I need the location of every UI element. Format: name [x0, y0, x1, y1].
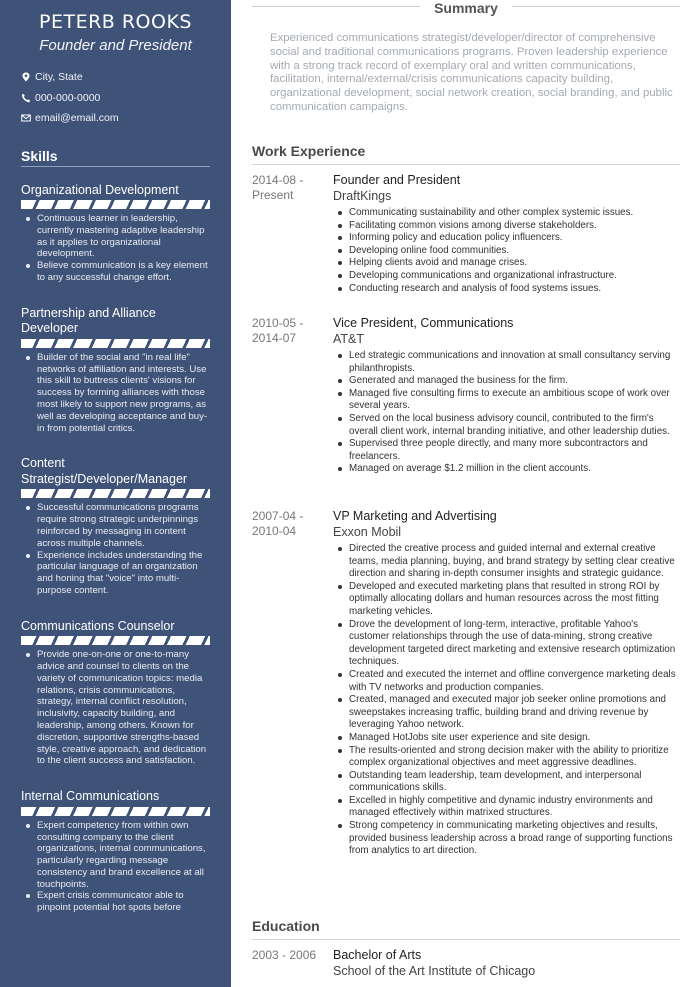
skill-name: Communications Counselor — [21, 618, 175, 633]
job-role: VP Marketing and Advertising — [333, 509, 497, 523]
contact-phone — [21, 88, 231, 109]
phone-text: 000-000-0000 — [35, 91, 101, 104]
job-bullet: Managed HotJobs site user experience and site design. — [349, 732, 680, 745]
skill-name: Organizational Development — [21, 182, 179, 197]
job-bullet: Excelled in highly competitive and dynamic industry environments and managed effectively within matrixed structures. — [349, 795, 680, 820]
skill-block — [21, 183, 210, 284]
job-date: 2014-08 - Present — [252, 173, 304, 202]
skill-bullet: Believe communication is a key element to any successful change effort. — [37, 260, 210, 284]
skill-block — [21, 456, 210, 596]
job-bullet: Developing online food communities. — [349, 245, 680, 258]
job-bullet: Facilitating common visions among diverse stakeholders. — [349, 220, 680, 233]
job-bullet: Created and executed the internet and offline convergence marketing deals with TV networks and production companies. — [349, 669, 680, 694]
location-text: City, State — [35, 71, 83, 84]
job-bullet: Served on the local business advisory council, contributed to the firm's overall client work, internal branding initiative, and other leadership duties. — [349, 413, 680, 438]
skill-bullets — [21, 502, 210, 596]
skill-level-bar — [21, 489, 210, 498]
job-bullet: Led strategic communications and innovation at small consultancy serving philanthropists. — [349, 350, 680, 375]
contact-info — [0, 67, 231, 129]
job-bullets — [333, 207, 680, 295]
job-role: Founder and President — [333, 173, 461, 187]
skill-bullet: Experience includes understanding the particular language of an organization and honing that "voice" into multi-purpose content. — [37, 550, 210, 597]
job-company: DraftKings — [333, 189, 392, 203]
job-bullet: Generated and managed the business for the firm. — [349, 375, 680, 388]
skill-name: Partnership and Alliance Developer — [21, 305, 156, 336]
skill-level-bar — [21, 636, 210, 645]
skill-level-bar — [21, 807, 210, 816]
job-details — [333, 173, 680, 295]
work-experience-heading: Work Experience — [252, 143, 680, 165]
job-bullet: Conducting research and analysis of food systems issues. — [349, 283, 680, 296]
education-degree: Bachelor of Arts — [333, 948, 422, 962]
job-bullet: Managed on average $1.2 million in the client accounts. — [349, 463, 680, 476]
skills-heading-label: Skills — [21, 147, 58, 164]
skill-bullets — [21, 649, 210, 767]
job-bullet: Developed and executed marketing plans that resulted in strong ROI by optimally allocating dollars and human resources across the most fitting marketing vehicles. — [349, 581, 680, 619]
job-bullets — [333, 350, 680, 476]
skill-bullet: Provide one-on-one or one-to-many advice and counsel to clients on the variety of communication topics: media relations, crisis communications, strategy, internal conflict resolution, inclusivity, capacity building, and leadership, among others. Known for discretion, supportive strengths-based style, creative approach, and dedication to the client success and satisfaction. — [37, 649, 210, 767]
skill-bullets — [21, 213, 210, 284]
job-company: AT&T — [333, 332, 365, 346]
job-role: Vice President, Communications — [333, 316, 514, 330]
summary-heading — [252, 0, 680, 16]
job-bullet: Supervised three people directly, and many more subcontractors and freelancers. — [349, 438, 680, 463]
candidate-title: Founder and President — [39, 37, 192, 54]
contact-email — [21, 108, 231, 129]
skill-bullet: Builder of the social and "in real life" networks of affiliation and interests. Use this skill to buttress clients' visions for success by forming alliances with those most likely to support new programs, as well as developing acceptance and buy-in from potential critics. — [37, 352, 210, 435]
skill-name: Content Strategist/Developer/Manager — [21, 456, 188, 486]
email-text: email@email.com — [35, 112, 119, 125]
phone-icon — [21, 93, 31, 103]
job-details — [333, 509, 680, 858]
education-date: 2003 - 2006 — [252, 948, 317, 962]
skill-block — [21, 306, 210, 435]
education-details — [333, 948, 680, 979]
job-bullet: Directed the creative process and guided internal and external creative teams, media planning, buying, and brand strategy by setting clear creative direction and sharing in-depth consumer insights and strategic guidance. — [349, 543, 680, 581]
skill-bullets — [21, 352, 210, 435]
job-bullet: Informing policy and education policy influencers. — [349, 232, 680, 245]
job-company: Exxon Mobil — [333, 525, 402, 539]
skill-level-bar — [21, 200, 210, 209]
job-bullet: Drove the development of long-term, interactive, profitable Yahoo's customer relationships through the use of data-mining, strong creative development targeted direct marketing and extensive research optimization techniques. — [349, 619, 680, 669]
skill-level-bar — [21, 339, 210, 348]
job-details — [333, 316, 680, 476]
skill-block — [21, 619, 210, 767]
job-date: 2010-05 - 2014-07 — [252, 316, 304, 345]
job-bullet: Managed five consulting firms to execute an ambitious scope of work over several years. — [349, 388, 680, 413]
candidate-name: PETERB ROOKS — [39, 11, 192, 33]
envelope-icon — [21, 113, 31, 123]
skill-bullets — [21, 820, 210, 914]
job-bullet: Outstanding team leadership, team development, and interpersonal communications skills. — [349, 770, 680, 795]
job-date: 2007-04 - 2010-04 — [252, 509, 304, 538]
sidebar — [0, 0, 231, 987]
summary-text: Experienced communications strategist/developer/director of comprehensive social and traditional communications programs. Proven leadership experience with a strong track record of exemplary oral and written communications, facilitation, internal/external/crisis communications capacity building, organizational development, social network creation, social branding, and public communication campaigns. — [270, 32, 673, 113]
education-heading: Education — [252, 918, 680, 940]
contact-location — [21, 67, 231, 88]
skill-bullet: Successful communications programs require strong strategic underpinnings reinforced by messaging in content across multiple channels. — [37, 502, 210, 549]
job-bullet: Communicating sustainability and other complex systemic issues. — [349, 207, 680, 220]
location-pin-icon — [21, 72, 31, 82]
job-bullet: Helping clients avoid and manage crises. — [349, 257, 680, 270]
job-bullet: Strong competency in communicating marketing objectives and results, provided business leadership across a broad range of supporting functions from analytics to art direction. — [349, 820, 680, 858]
job-bullet: Developing communications and organizational infrastructure. — [349, 270, 680, 283]
skill-bullet: Expert crisis communicator able to pinpoint potential hot spots before — [37, 890, 210, 914]
skill-bullet: Continuous learner in leadership, currently mastering adaptive leadership as it applies to organizational development. — [37, 213, 210, 260]
skills-heading — [21, 148, 210, 167]
education-school: School of the Art Institute of Chicago — [333, 964, 536, 978]
skill-name: Internal Communications — [21, 789, 160, 804]
job-bullet: The results-oriented and strong decision maker with the ability to prioritize complex organizational objectives and meet aggressive deadlines. — [349, 745, 680, 770]
summary-heading-label: Summary — [420, 0, 512, 16]
job-bullet: Created, managed and executed major job seeker online promotions and sweepstakes increasing traffic, building brand and driving revenue by leveraging Yahoo network. — [349, 694, 680, 732]
skill-bullet: Expert competency from within own consulting company to the client organizations, internal communications, particularly regarding message consistency and brand excellence at all touchpoints. — [37, 820, 210, 891]
skill-block — [21, 789, 210, 914]
job-bullets — [333, 543, 680, 858]
